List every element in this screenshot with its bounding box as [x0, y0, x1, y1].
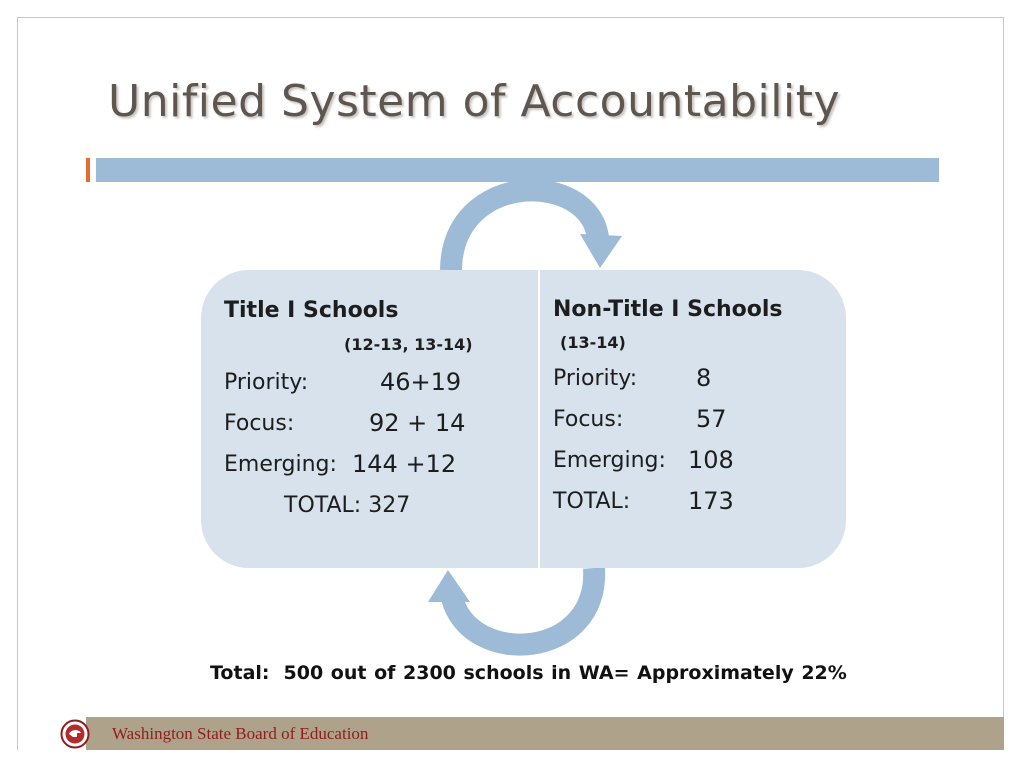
- non-title-i-priority-label: Priority:: [553, 366, 638, 391]
- title-i-years: (12-13, 13-14): [344, 335, 473, 354]
- non-title-i-heading: Non-Title I Schools: [553, 297, 783, 322]
- title-i-emerging-value: 144 +12: [352, 450, 457, 478]
- non-title-i-priority-value: 8: [696, 364, 712, 392]
- title-i-focus-label: Focus:: [224, 411, 295, 436]
- non-title-i-total-value: 173: [688, 487, 734, 515]
- non-title-i-years: (13-14): [560, 333, 626, 352]
- summary-text: 500 out of 2300 schools in WA= Approximately 22%: [283, 662, 847, 684]
- top-cycle-arrowhead-icon: [580, 234, 622, 268]
- title-i-priority-value: 46+19: [380, 368, 462, 396]
- title-i-emerging-label: Emerging:: [224, 452, 337, 477]
- summary-line: [210, 662, 847, 684]
- slide-title: Unified System of Accountability: [108, 76, 840, 127]
- non-title-i-focus-label: Focus:: [553, 407, 624, 432]
- bottom-cycle-arrowhead-icon: [428, 570, 470, 602]
- title-i-focus-value: 92 + 14: [369, 409, 466, 437]
- state-seal-icon: [60, 719, 90, 749]
- footer-organization: Washington State Board of Education: [112, 724, 369, 743]
- title-i-total: TOTAL: 327: [284, 493, 411, 518]
- title-i-priority-label: Priority:: [224, 370, 309, 395]
- top-cycle-arrow-icon: [451, 190, 598, 270]
- non-title-i-focus-value: 57: [696, 405, 727, 433]
- title-i-heading: Title I Schools: [224, 298, 399, 323]
- bottom-cycle-arrow-icon: [452, 568, 594, 645]
- non-title-i-total-label: TOTAL:: [553, 489, 631, 514]
- non-title-i-emerging-label: Emerging:: [553, 448, 666, 473]
- summary-label: Total:: [210, 662, 270, 684]
- non-title-i-emerging-value: 108: [688, 446, 734, 474]
